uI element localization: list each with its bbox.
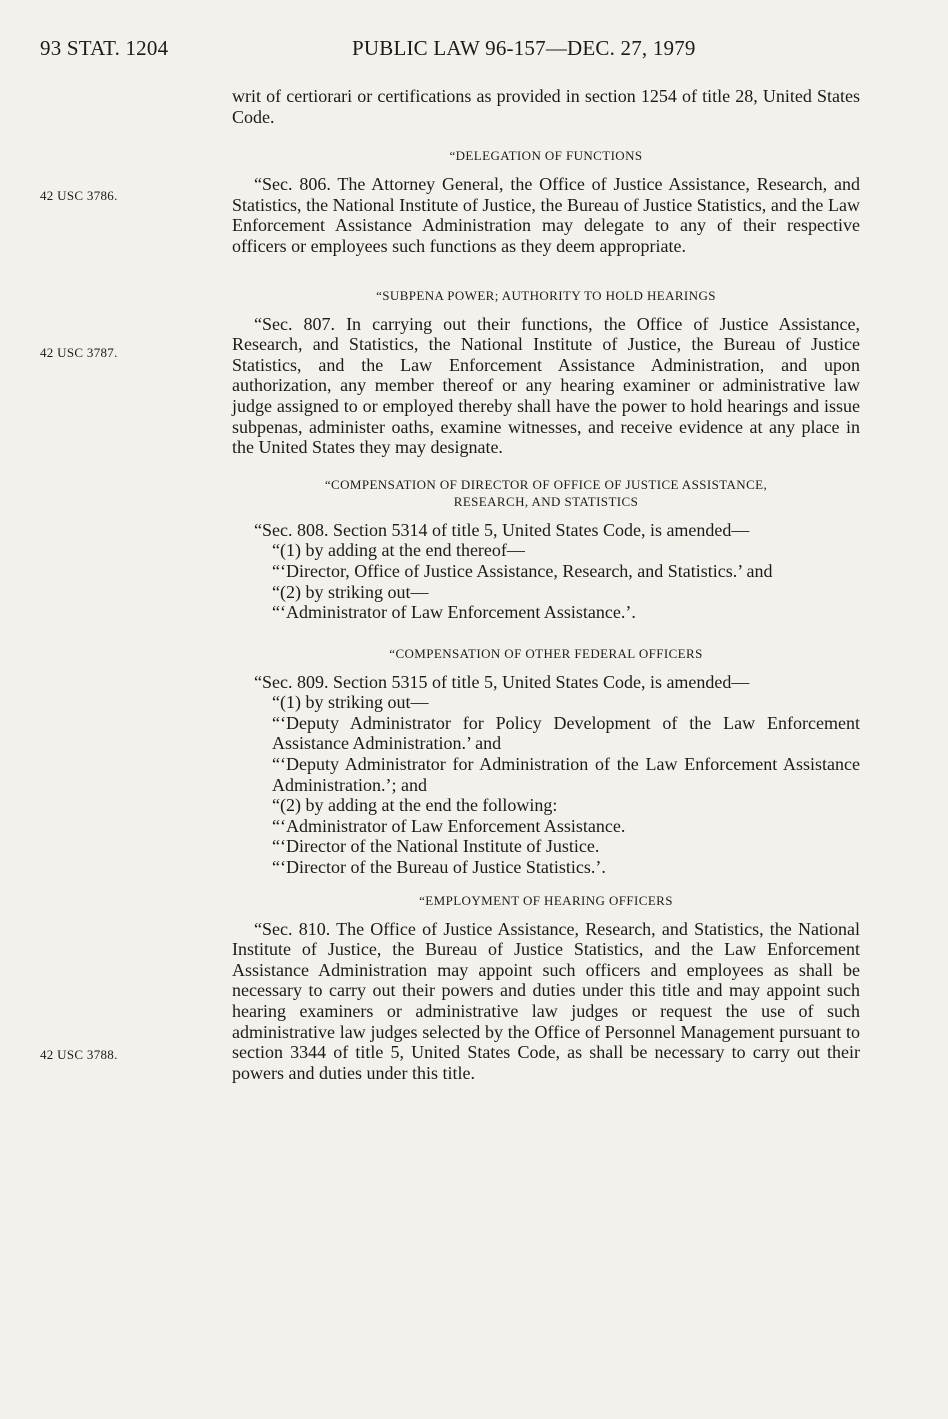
section-809-item-2-quote-2: “‘Director of the National Institute of Justice. [272, 836, 600, 857]
section-heading-807: “SUBPENA POWER; AUTHORITY TO HOLD HEARINGS [376, 287, 716, 303]
section-808-item-2: “(2) by striking out— [272, 581, 429, 602]
margin-note-sec810: 42 USC 3788. [40, 1047, 118, 1062]
section-807-text: “Sec. 807. In carrying out their functions, the Office of Justice Assistance, Research, and Statistics, the National Institute of Justice, the Bureau of Justice Statistics, and the Law Enforcement Assistance Administration, and upon authorization, any member thereof or any hearing examiner or administrative law judge assigned to or employed thereby shall have the power to hold hearings and issue subpenas, administer oaths, examine witnesses, and receive evidence at any place in the United States they may designate. [232, 313, 860, 458]
section-809-item-1-quote-2: “‘Deputy Administrator for Administration of the Law Enforcement Assistance Administration.’; and [272, 754, 860, 795]
section-809-item-1: “(1) by striking out— [272, 692, 429, 713]
statute-page-number: 93 STAT. 1204 [40, 36, 169, 60]
section-810-text: “Sec. 810. The Office of Justice Assistance, Research, and Statistics, the National Institute of Justice, the Bureau of Justice Statistics, and the Law Enforcement Assistance Administration may appoint such officers and employees as shall be necessary to carry out their powers and duties under this title and may appoint such hearing examiners or administrative law judges or request the use of such administrative law judges selected by the Office of Personnel Management pursuant to section 3344 of title 5, United States Code, as shall be necessary to carry out their powers and duties under this title. [232, 918, 860, 1083]
margin-note-sec807: 42 USC 3787. [40, 345, 118, 360]
section-808-item-1: “(1) by adding at the end thereof— [272, 540, 525, 561]
text-column [232, 86, 860, 1083]
section-809-item-1-quote-1: “‘Deputy Administrator for Policy Development of the Law Enforcement Assistance Administration.’ and [272, 712, 860, 754]
section-809-item-2-quote-1: “‘Administrator of Law Enforcement Assistance. [272, 815, 626, 836]
section-heading-808-line1: “COMPENSATION OF DIRECTOR OF OFFICE OF JUSTICE ASSISTANCE, [324, 476, 768, 492]
margin-note-sec806: 42 USC 3786. [40, 188, 118, 203]
section-heading-810: “EMPLOYMENT OF HEARING OFFICERS [419, 892, 673, 908]
section-heading-808-line2: RESEARCH, AND STATISTICS [453, 493, 639, 509]
section-809-text: “Sec. 809. Section 5315 of title 5, United States Code, is amended— [254, 671, 750, 692]
page-title: PUBLIC LAW 96-157—DEC. 27, 1979 [352, 36, 696, 60]
section-806-text: “Sec. 806. The Attorney General, the Office of Justice Assistance, Research, and Statistics, the National Institute of Justice, the Bureau of Justice Statistics, and the Law Enforcement Assistance Administration may delegate to any of their respective officers or employees such functions as they deem appropriate. [232, 174, 860, 256]
section-808-item-1-quote: “‘Director, Office of Justice Assistance, Research, and Statistics.’ and [272, 560, 773, 581]
section-809-item-2-quote-3: “‘Director of the Bureau of Justice Statistics.’. [272, 857, 606, 878]
section-809-item-2: “(2) by adding at the end the following: [272, 795, 558, 816]
section-808-item-2-quote: “‘Administrator of Law Enforcement Assistance.’. [272, 602, 636, 623]
section-heading-806: “DELEGATION OF FUNCTIONS [449, 148, 643, 164]
section-808-text: “Sec. 808. Section 5314 of title 5, United States Code, is amended— [254, 519, 750, 540]
intro-paragraph: writ of certiorari or certifications as provided in section 1254 of title 28, United States Code. [232, 86, 860, 127]
section-heading-809: “COMPENSATION OF OTHER FEDERAL OFFICERS [389, 645, 703, 661]
